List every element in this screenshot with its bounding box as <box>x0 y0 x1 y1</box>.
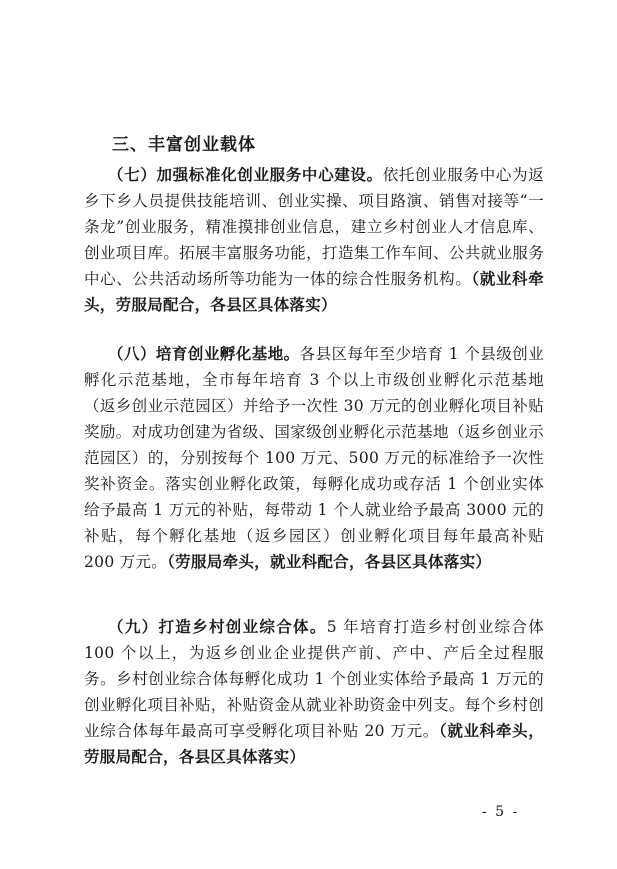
paragraph-rural-complex <box>84 614 544 770</box>
paragraph-responsibility-note: （就业科牵头，劳服局配合，各县区具体落实） <box>84 721 544 766</box>
paragraph-body: 各县区每年至少培育 1 个县级创业孵化示范基地，全市每年培育 3 个以上市级创业孵化示范基地（返乡创业示范园区）并给予一次性 30 万元的创业孵化项目补贴奖励。对成功创建为省级、国家级创业孵化示范基地（返乡创业示范园区）的，分别按每个 100 万元、500 万元的标准给予一次性奖补资金。落实创业孵化政策，每孵化成功或存活 1 个创业实体给予最高 1 万元的补贴，每带动 1 个人就业给予最高 3000 元的补贴，每个孵化基地（返乡园区）创业孵化项目每年最高补贴 200 万元。 <box>84 345 544 571</box>
paragraph-responsibility-note: （劳服局牵头，就业科配合，各县区具体落实） <box>167 552 492 571</box>
section-heading: 三、丰富创业载体 <box>112 135 256 155</box>
paragraph-lead: （七）加强标准化创业服务中心建设。 <box>108 165 383 184</box>
paragraph-lead: （八）培育创业孵化基地。 <box>108 344 300 363</box>
paragraph-body: 5 年培育打造乡村创业综合体 100 个以上，为返乡创业企业提供产前、产中、产后全过程服务。乡村创业综合体每孵化成功 1 个创业实体给予最高 1 万元的创业孵化项目补贴，补贴资金从就业补助资金中列支。每个乡村创业综合体每年最高可享受孵化项目补贴 20 万元。 <box>84 618 544 740</box>
paragraph-body: 依托创业服务中心为返乡下乡人员提供技能培训、创业实操、项目路演、销售对接等“一条龙”创业服务，精准摸排创业信息，建立乡村创业人才信息库、创业项目库。拓展丰富服务功能，打造集工作车间、公共就业服务中心、公共活动场所等功能为一体的综合性服务机构。 <box>84 166 544 288</box>
paragraph-lead: （九）打造乡村创业综合体。 <box>108 617 327 636</box>
paragraph-responsibility-note: （就业科牵头，劳服局配合，各县区具体落实） <box>84 269 544 314</box>
paragraph-incubation-service-center <box>84 162 544 318</box>
page-number: - 5 - <box>482 804 520 820</box>
paragraph-incubation-base <box>84 341 544 575</box>
